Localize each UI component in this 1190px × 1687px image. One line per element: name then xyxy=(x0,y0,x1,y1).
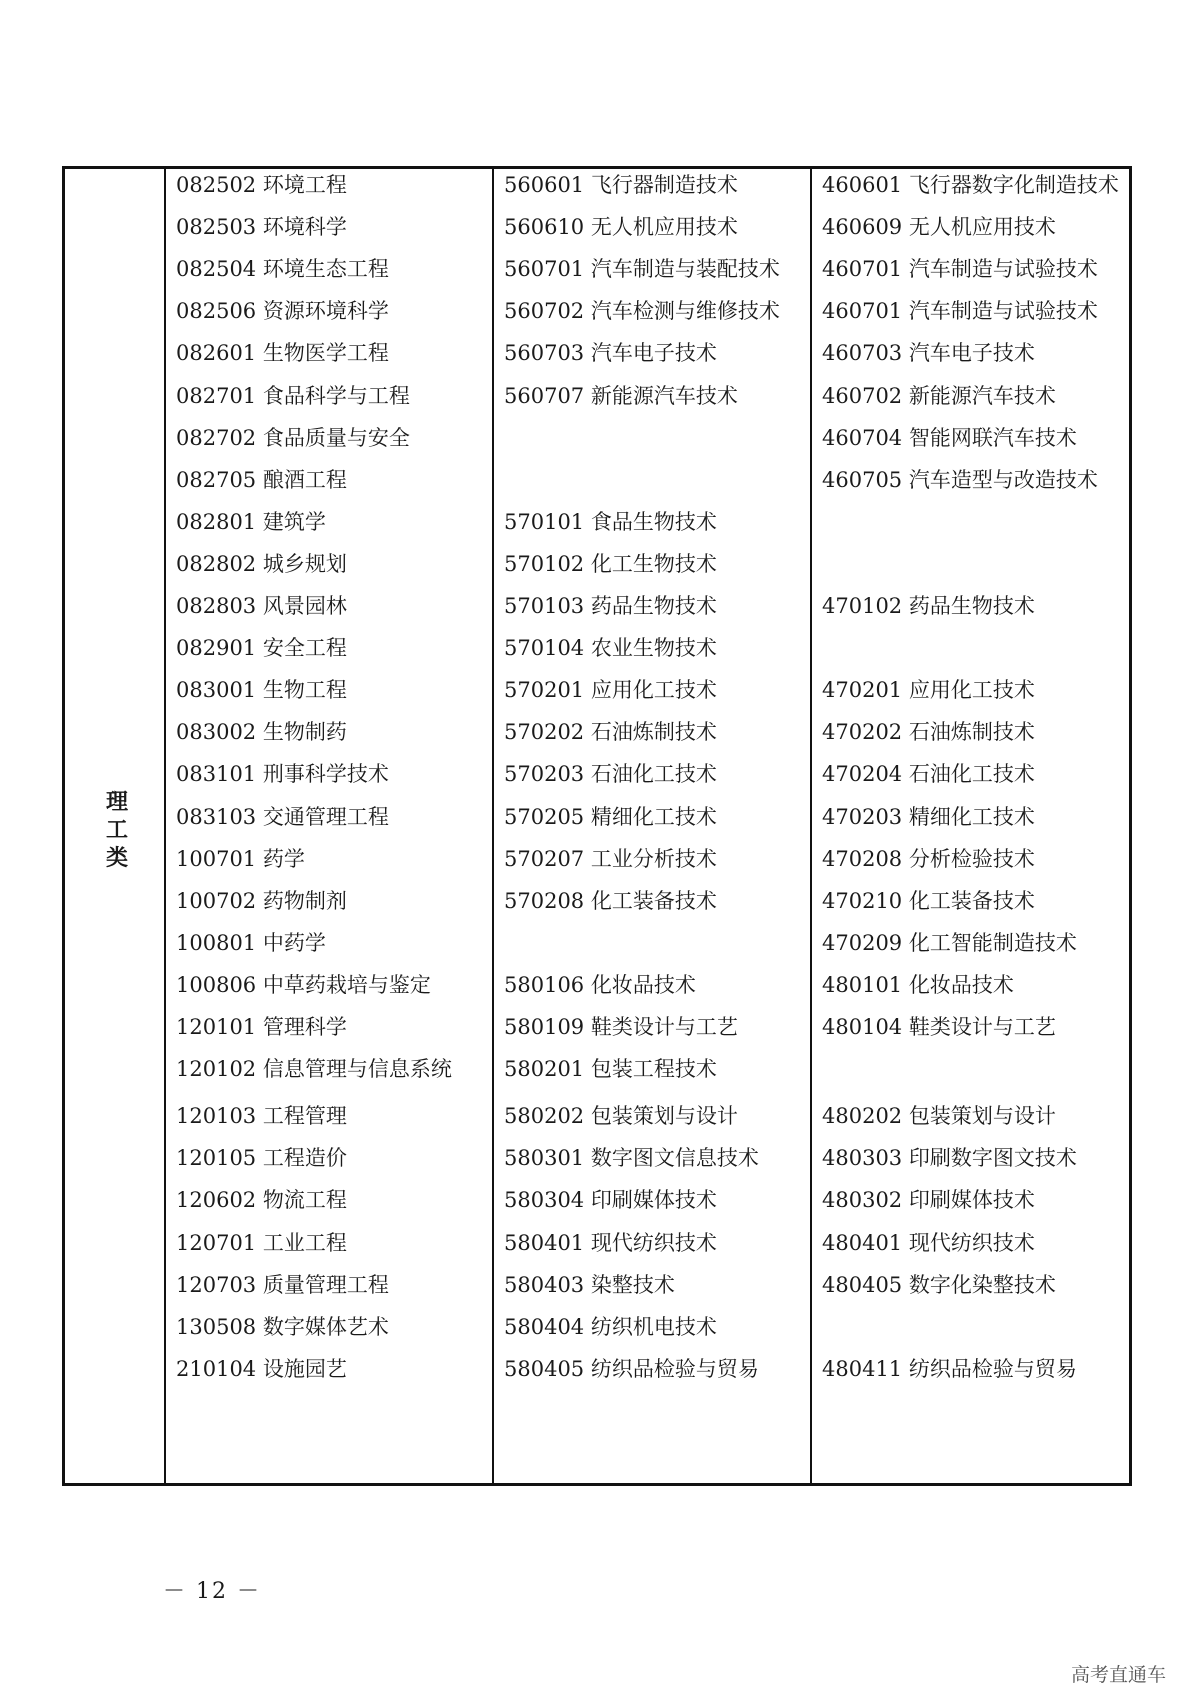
column-divider xyxy=(492,169,494,1483)
category-char: 工 xyxy=(105,818,128,843)
table-cell: 082506 资源环境科学 xyxy=(176,299,389,324)
table-cell: 120701 工业工程 xyxy=(176,1230,347,1255)
table-cell: 560707 新能源汽车技术 xyxy=(504,383,738,408)
table-cell: 460609 无人机应用技术 xyxy=(822,215,1056,240)
table-cell: 082601 生物医学工程 xyxy=(176,341,389,366)
table-cell: 100701 药学 xyxy=(176,846,305,871)
table-cell: 082803 风景园林 xyxy=(176,594,347,618)
table-cell: 570202 石油炼制技术 xyxy=(504,720,717,745)
table-cell: 480101 化妆品技术 xyxy=(822,972,1014,997)
table-cell: 470202 石油炼制技术 xyxy=(822,720,1035,745)
table-cell: 082502 环境工程 xyxy=(176,173,347,197)
table-cell: 570207 工业分析技术 xyxy=(504,846,717,871)
table-cell: 580202 包装策划与设计 xyxy=(504,1104,738,1129)
table-cell: 580304 印刷媒体技术 xyxy=(504,1188,717,1213)
table-cell: 460701 汽车制造与试验技术 xyxy=(822,299,1098,324)
table-cell: 100806 中草药栽培与鉴定 xyxy=(176,972,431,997)
table-cell: 470102 药品生物技术 xyxy=(822,594,1035,618)
table-cell: 480104 鞋类设计与工艺 xyxy=(822,1015,1056,1039)
table-cell: 120703 质量管理工程 xyxy=(176,1272,389,1297)
table-cell: 580405 纺织品检验与贸易 xyxy=(504,1356,759,1381)
table-cell: 580401 现代纺织技术 xyxy=(504,1230,717,1255)
table-cell: 210104 设施园艺 xyxy=(176,1356,347,1381)
table-cell: 120602 物流工程 xyxy=(176,1188,347,1213)
table-cell: 570203 石油化工技术 xyxy=(504,762,717,787)
table-cell: 570103 药品生物技术 xyxy=(504,594,717,618)
table-cell: 560703 汽车电子技术 xyxy=(504,341,717,366)
table-cell: 480202 包装策划与设计 xyxy=(822,1104,1056,1129)
category-char: 理 xyxy=(105,790,128,815)
table-cell: 460701 汽车制造与试验技术 xyxy=(822,257,1098,282)
table-cell: 570104 农业生物技术 xyxy=(504,636,717,661)
table-cell: 470209 化工智能制造技术 xyxy=(822,930,1077,955)
table-cell: 100801 中药学 xyxy=(176,930,326,955)
table-cell: 082702 食品质量与安全 xyxy=(176,425,410,450)
table-cell: 560702 汽车检测与维修技术 xyxy=(504,299,780,324)
table-cell: 470201 应用化工技术 xyxy=(822,678,1035,703)
table-cell: 580201 包装工程技术 xyxy=(504,1057,717,1082)
table-cell: 083001 生物工程 xyxy=(176,678,347,703)
table-cell: 470203 精细化工技术 xyxy=(822,804,1035,829)
table-cell: 580403 染整技术 xyxy=(504,1272,675,1297)
table-cell: 082705 酿酒工程 xyxy=(176,467,347,492)
table-cell: 083002 生物制药 xyxy=(176,720,347,745)
table-cell: 120105 工程造价 xyxy=(176,1146,347,1171)
table-cell: 570201 应用化工技术 xyxy=(504,678,717,703)
column-divider xyxy=(810,169,812,1483)
category-char: 类 xyxy=(105,846,128,871)
table-cell: 470210 化工装备技术 xyxy=(822,888,1035,913)
table-cell: 580106 化妆品技术 xyxy=(504,972,696,997)
table-cell: 480411 纺织品检验与贸易 xyxy=(822,1356,1077,1381)
category-label xyxy=(65,789,169,873)
table-cell: 100702 药物制剂 xyxy=(176,888,347,913)
table-cell: 580109 鞋类设计与工艺 xyxy=(504,1015,738,1039)
table-cell: 480303 印刷数字图文技术 xyxy=(822,1146,1077,1171)
table-cell: 580301 数字图文信息技术 xyxy=(504,1146,759,1171)
table-cell: 480405 数字化染整技术 xyxy=(822,1272,1056,1297)
table-cell: 570102 化工生物技术 xyxy=(504,551,717,576)
page-number: － 12 － xyxy=(163,1579,261,1604)
table-cell: 560601 飞行器制造技术 xyxy=(504,173,738,197)
table-cell: 470204 石油化工技术 xyxy=(822,762,1035,787)
major-table xyxy=(62,166,1132,1486)
table-cell: 120103 工程管理 xyxy=(176,1104,347,1129)
table-cell: 460601 飞行器数字化制造技术 xyxy=(822,173,1119,197)
table-cell: 082802 城乡规划 xyxy=(176,551,347,576)
table-cell: 460702 新能源汽车技术 xyxy=(822,383,1056,408)
table-cell: 580404 纺织机电技术 xyxy=(504,1314,717,1339)
table-cell: 083101 刑事科学技术 xyxy=(176,762,389,787)
table-cell: 120101 管理科学 xyxy=(176,1015,347,1039)
table-cell: 560701 汽车制造与装配技术 xyxy=(504,257,780,282)
table-cell: 570101 食品生物技术 xyxy=(504,509,717,534)
watermark: 高考直通车 xyxy=(1070,1664,1166,1686)
table-cell: 570205 精细化工技术 xyxy=(504,804,717,829)
table-cell: 082901 安全工程 xyxy=(176,636,347,661)
table-cell: 460705 汽车造型与改造技术 xyxy=(822,467,1098,492)
table-cell: 460703 汽车电子技术 xyxy=(822,341,1035,366)
table-cell: 130508 数字媒体艺术 xyxy=(176,1314,389,1339)
table-cell: 480401 现代纺织技术 xyxy=(822,1230,1035,1255)
table-cell: 570208 化工装备技术 xyxy=(504,888,717,913)
table-cell: 560610 无人机应用技术 xyxy=(504,215,738,240)
table-cell: 082801 建筑学 xyxy=(176,509,326,534)
table-cell: 120102 信息管理与信息系统 xyxy=(176,1057,452,1082)
table-cell: 460704 智能网联汽车技术 xyxy=(822,425,1077,450)
table-cell: 082503 环境科学 xyxy=(176,215,347,240)
table-cell: 083103 交通管理工程 xyxy=(176,804,389,829)
table-cell: 480302 印刷媒体技术 xyxy=(822,1188,1035,1213)
table-cell: 082701 食品科学与工程 xyxy=(176,383,410,408)
table-cell: 082504 环境生态工程 xyxy=(176,257,389,282)
table-cell: 470208 分析检验技术 xyxy=(822,846,1035,871)
